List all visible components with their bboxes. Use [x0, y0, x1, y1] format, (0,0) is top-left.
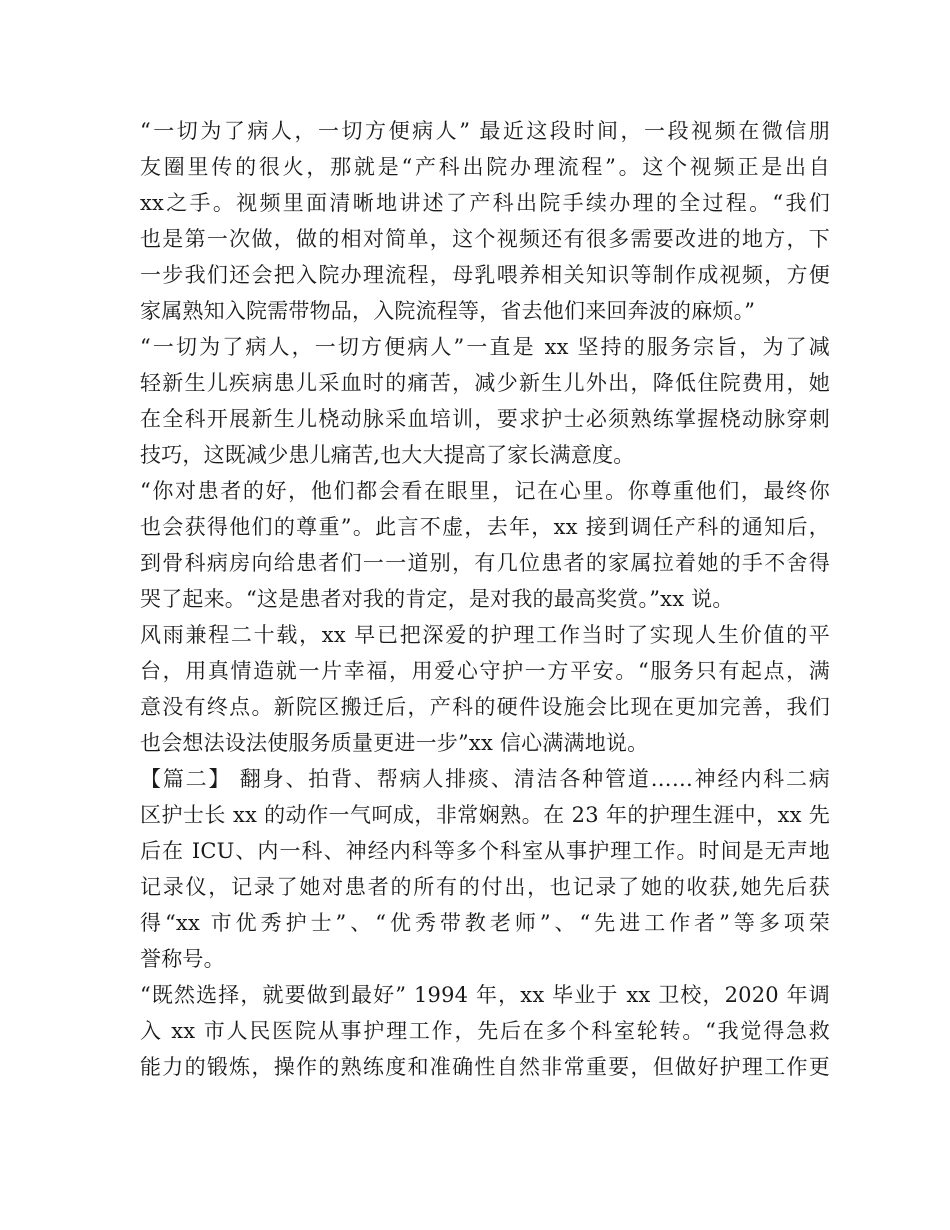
- text-line: “你对患者的好，他们都会看在眼里，记在心里。你尊重他们，最终你: [140, 479, 830, 503]
- text-line: 意没有终点。新院区搬迁后，产科的硬件设施会比现在更加完善，我们: [140, 695, 830, 719]
- text-line: 轻新生儿疾病患儿采血时的痛苦，减少新生儿外出，降低住院费用，她: [140, 371, 830, 395]
- text-line: 风雨兼程二十载，xx 早已把深爱的护理工作当时了实现人生价值的平: [140, 623, 830, 647]
- document-body: [140, 113, 830, 1085]
- text-line: 【篇二】 翻身、拍背、帮病人排痰、清洁各种管道……神经内科二病: [140, 767, 830, 791]
- text-line: 入 xx 市人民医院从事护理工作，先后在多个科室轮转。“我觉得急救: [140, 1019, 830, 1043]
- text-line: 也会获得他们的尊重”。此言不虚，去年，xx 接到调任产科的通知后，: [140, 515, 830, 539]
- text-line: 技巧，这既减少患儿痛苦,也大大提高了家长满意度。: [140, 443, 635, 467]
- text-line: 在全科开展新生儿桡动脉采血培训，要求护士必须熟练掌握桡动脉穿刺: [140, 407, 830, 431]
- text-line: xx之手。视频里面清晰地讲述了产科出院手续办理的全过程。“我们: [140, 191, 830, 215]
- text-line: 后在 ICU、内一科、神经内科等多个科室从事护理工作。时间是无声地: [140, 839, 830, 863]
- text-line: 能力的锻炼，操作的熟练度和准确性自然非常重要，但做好护理工作更: [140, 1055, 830, 1079]
- text-line: 也是第一次做，做的相对简单，这个视频还有很多需要改进的地方，下: [140, 227, 830, 251]
- text-line: 到骨科病房向给患者们一一道别，有几位患者的家属拉着她的手不舍得: [140, 551, 830, 575]
- text-line: “既然选择，就要做到最好” 1994 年，xx 毕业于 xx 卫校，2020 年调: [140, 983, 830, 1007]
- text-line: 台，用真情造就一片幸福，用爱心守护一方平安。“服务只有起点，满: [140, 659, 830, 683]
- text-line: 一步我们还会把入院办理流程，母乳喂养相关知识等制作成视频，方便: [140, 263, 830, 287]
- text-line: 也会想法设法使服务质量更进一步”xx 信心满满地说。: [140, 731, 649, 755]
- text-line: 家属熟知入院需带物品，入院流程等，省去他们来回奔波的麻烦。”: [140, 299, 756, 323]
- text-line: 誉称号。: [140, 947, 225, 971]
- text-line: “一切为了病人，一切方便病人”一直是 xx 坚持的服务宗旨，为了减: [140, 335, 830, 359]
- text-line: “一切为了病人，一切方便病人” 最近这段时间，一段视频在微信朋: [140, 119, 830, 143]
- text-line: 记录仪，记录了她对患者的所有的付出，也记录了她的收获,她先后获: [140, 875, 830, 899]
- text-line: 友圈里传的很火，那就是“产科出院办理流程”。这个视频正是出自: [140, 155, 830, 179]
- text-line: 得“xx 市优秀护士”、“优秀带教老师”、“先进工作者”等多项荣: [140, 911, 830, 935]
- text-line: 哭了起来。“这是患者对我的肯定，是对我的最高奖赏。”xx 说。: [140, 587, 734, 611]
- text-line: 区护士长 xx 的动作一气呵成，非常娴熟。在 23 年的护理生涯中，xx 先: [140, 803, 830, 827]
